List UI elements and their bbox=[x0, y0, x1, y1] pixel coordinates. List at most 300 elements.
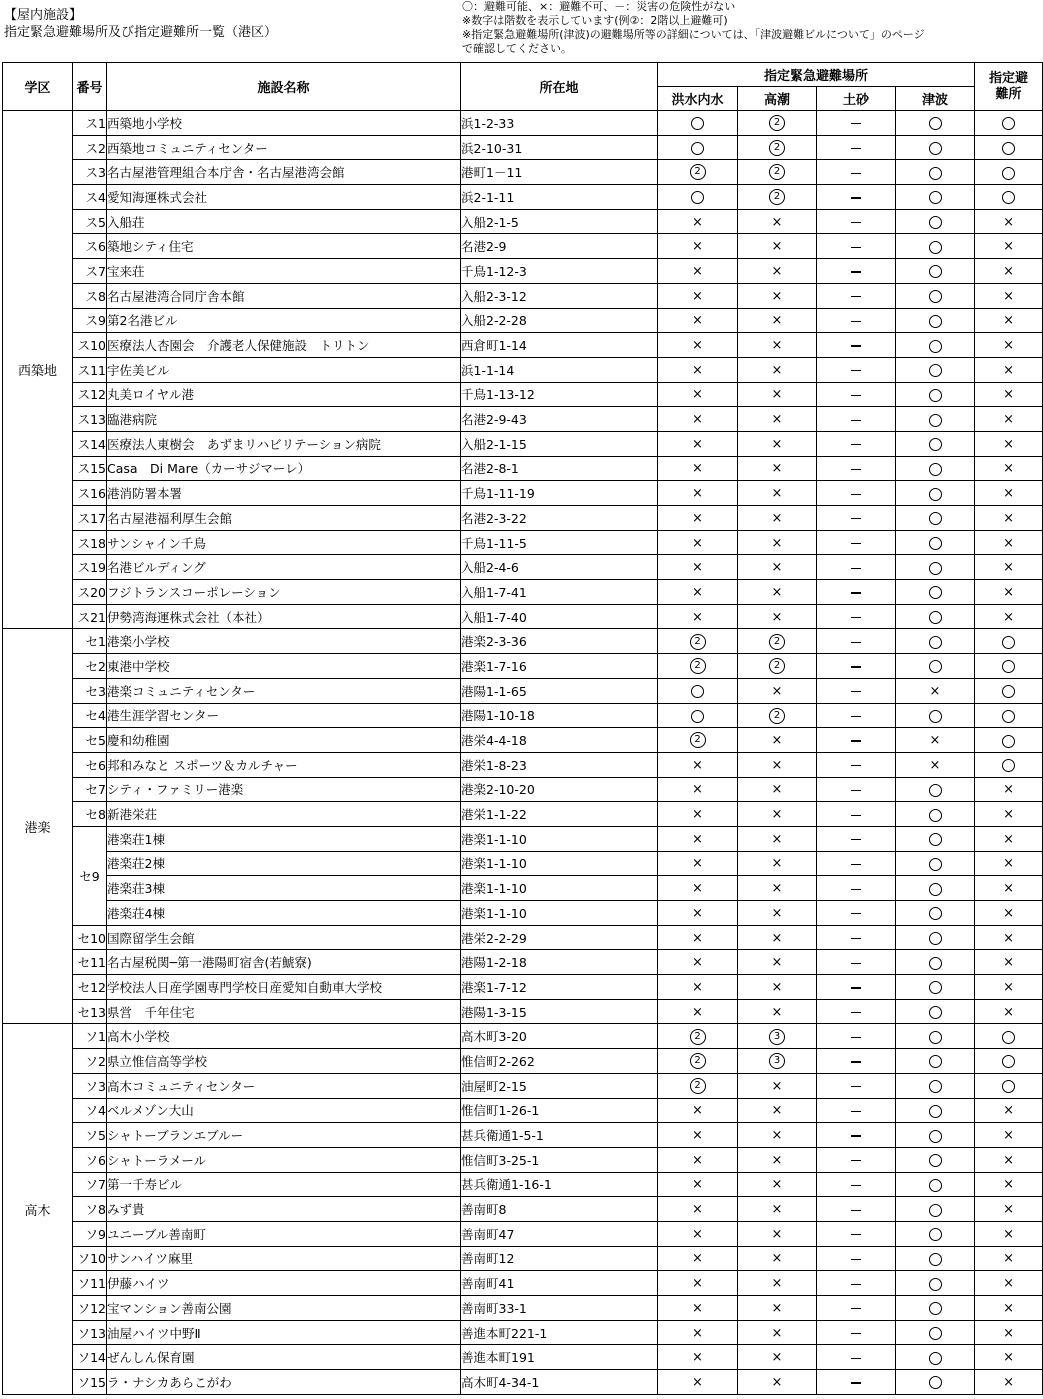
storm-cell bbox=[738, 1345, 817, 1370]
unavailable-mark: × bbox=[1003, 905, 1014, 921]
unavailable-mark: × bbox=[1003, 1103, 1014, 1119]
landslide-cell bbox=[817, 1246, 896, 1271]
table-row bbox=[3, 654, 1043, 679]
tsunami-cell bbox=[896, 950, 975, 975]
available-mark bbox=[929, 1352, 942, 1365]
facility-name: シティ・ファミリー港楽 bbox=[107, 777, 461, 802]
tsunami-cell bbox=[896, 1147, 975, 1172]
facility-address: 港陽1-2-18 bbox=[461, 950, 658, 975]
no-risk-mark bbox=[851, 691, 861, 692]
no-risk-mark bbox=[851, 938, 861, 939]
landslide-cell bbox=[817, 1221, 896, 1246]
available-mark bbox=[929, 1376, 942, 1389]
landslide-cell bbox=[817, 456, 896, 481]
unavailable-mark: × bbox=[1003, 881, 1014, 897]
flood-cell bbox=[658, 629, 738, 654]
storm-cell bbox=[738, 431, 817, 456]
unavailable-mark: × bbox=[1003, 1226, 1014, 1242]
landslide-cell bbox=[817, 481, 896, 506]
landslide-cell bbox=[817, 975, 896, 1000]
flood-cell bbox=[658, 1024, 738, 1049]
available-mark bbox=[929, 512, 942, 525]
facility-name: ユニーブル善南町 bbox=[107, 1221, 461, 1246]
shelter-cell bbox=[975, 1345, 1043, 1370]
unavailable-mark: × bbox=[1003, 338, 1014, 354]
unavailable-mark: × bbox=[1003, 1374, 1014, 1390]
table-row bbox=[3, 1172, 1043, 1197]
tsunami-cell bbox=[896, 530, 975, 555]
landslide-cell bbox=[817, 431, 896, 456]
unavailable-mark: × bbox=[1003, 831, 1014, 847]
facility-number: ソ2 bbox=[73, 1049, 107, 1074]
unavailable-mark: × bbox=[1003, 1152, 1014, 1168]
shelter-cell bbox=[975, 506, 1043, 531]
floor-level-mark: 2 bbox=[769, 115, 785, 131]
shelter-cell bbox=[975, 1024, 1043, 1049]
facility-address: 浜2-1-11 bbox=[461, 185, 658, 210]
unavailable-mark: × bbox=[771, 1152, 783, 1168]
landslide-cell bbox=[817, 1296, 896, 1321]
storm-cell bbox=[738, 160, 817, 185]
table-row bbox=[3, 1147, 1043, 1172]
available-mark bbox=[1002, 117, 1015, 130]
no-risk-mark bbox=[851, 1111, 861, 1112]
floor-level-mark: 2 bbox=[690, 732, 706, 748]
flood-cell bbox=[658, 1197, 738, 1222]
landslide-cell bbox=[817, 283, 896, 308]
facility-number: ス20 bbox=[73, 580, 107, 605]
available-mark bbox=[929, 710, 942, 723]
flood-cell bbox=[658, 185, 738, 210]
available-mark bbox=[929, 1253, 942, 1266]
storm-cell bbox=[738, 777, 817, 802]
flood-cell bbox=[658, 1271, 738, 1296]
storm-cell bbox=[738, 901, 817, 926]
unavailable-mark: × bbox=[771, 461, 783, 477]
storm-cell bbox=[738, 1073, 817, 1098]
unavailable-mark: × bbox=[692, 510, 703, 526]
storm-cell bbox=[738, 851, 817, 876]
unavailable-mark: × bbox=[692, 609, 703, 625]
landslide-cell bbox=[817, 925, 896, 950]
table-row bbox=[3, 431, 1043, 456]
available-mark bbox=[929, 488, 942, 501]
landslide-cell bbox=[817, 1370, 896, 1395]
flood-cell bbox=[658, 481, 738, 506]
unavailable-mark: × bbox=[1003, 1004, 1014, 1020]
unavailable-mark: × bbox=[692, 436, 703, 452]
available-mark bbox=[929, 389, 942, 402]
tsunami-cell bbox=[896, 481, 975, 506]
facility-address: 港栄1-8-23 bbox=[461, 752, 658, 777]
col-header-shelter bbox=[975, 63, 1043, 111]
unavailable-mark: × bbox=[929, 683, 941, 699]
storm-cell bbox=[738, 654, 817, 679]
facility-number: ス2 bbox=[73, 135, 107, 160]
landslide-cell bbox=[817, 876, 896, 901]
unavailable-mark: × bbox=[771, 1202, 783, 1218]
facility-address: 善南町12 bbox=[461, 1246, 658, 1271]
flood-cell bbox=[658, 678, 738, 703]
storm-cell bbox=[738, 1049, 817, 1074]
tsunami-cell bbox=[896, 1296, 975, 1321]
available-mark bbox=[929, 809, 942, 822]
storm-cell bbox=[738, 1147, 817, 1172]
tsunami-cell bbox=[896, 999, 975, 1024]
floor-level-mark: 2 bbox=[690, 1053, 706, 1069]
available-mark bbox=[929, 216, 942, 229]
shelter-cell bbox=[975, 185, 1043, 210]
unavailable-mark: × bbox=[1003, 263, 1014, 279]
available-mark bbox=[929, 1154, 942, 1167]
facility-number: ス19 bbox=[73, 555, 107, 580]
landslide-cell bbox=[817, 1049, 896, 1074]
facility-name: ぜんしん保育園 bbox=[107, 1345, 461, 1370]
unavailable-mark: × bbox=[1003, 1177, 1014, 1193]
landslide-cell bbox=[817, 1271, 896, 1296]
landslide-cell bbox=[817, 209, 896, 234]
flood-cell bbox=[658, 160, 738, 185]
facility-address: 入船2-3-12 bbox=[461, 283, 658, 308]
tsunami-cell bbox=[896, 975, 975, 1000]
available-mark bbox=[929, 414, 942, 427]
no-risk-mark bbox=[851, 617, 861, 618]
unavailable-mark: × bbox=[771, 831, 783, 847]
facility-name: 第一千寿ビル bbox=[107, 1172, 461, 1197]
facility-address: 千鳥1-11-19 bbox=[461, 481, 658, 506]
shelter-cell bbox=[975, 382, 1043, 407]
available-mark bbox=[929, 191, 942, 204]
available-mark bbox=[1002, 710, 1015, 723]
unavailable-mark: × bbox=[692, 905, 703, 921]
storm-cell bbox=[738, 728, 817, 753]
shelter-cell bbox=[975, 481, 1043, 506]
facility-number: セ5 bbox=[73, 728, 107, 753]
shelter-cell bbox=[975, 1197, 1043, 1222]
storm-cell bbox=[738, 382, 817, 407]
unavailable-mark: × bbox=[771, 1300, 783, 1316]
facility-address: 名港2-3-22 bbox=[461, 506, 658, 531]
unavailable-mark: × bbox=[1003, 1128, 1014, 1144]
unavailable-mark: × bbox=[692, 338, 703, 354]
table-row bbox=[3, 1320, 1043, 1345]
tsunami-cell bbox=[896, 1172, 975, 1197]
tsunami-cell bbox=[896, 703, 975, 728]
shelter-cell bbox=[975, 1320, 1043, 1345]
facility-address: 惟信町1-26-1 bbox=[461, 1098, 658, 1123]
no-risk-mark bbox=[851, 444, 861, 445]
available-mark bbox=[1002, 1031, 1015, 1044]
unavailable-mark: × bbox=[1003, 362, 1014, 378]
table-row bbox=[3, 1024, 1043, 1049]
no-risk-mark bbox=[851, 592, 861, 593]
facility-name: 第2名港ビル bbox=[107, 308, 461, 333]
shelter-cell bbox=[975, 555, 1043, 580]
available-mark bbox=[1002, 636, 1015, 649]
available-mark bbox=[929, 636, 942, 649]
flood-cell bbox=[658, 826, 738, 851]
unavailable-mark: × bbox=[1003, 461, 1014, 477]
landslide-cell bbox=[817, 135, 896, 160]
storm-cell bbox=[738, 135, 817, 160]
landslide-cell bbox=[817, 555, 896, 580]
storm-cell bbox=[738, 530, 817, 555]
flood-cell bbox=[658, 654, 738, 679]
available-mark bbox=[691, 191, 704, 204]
shelter-cell bbox=[975, 975, 1043, 1000]
no-risk-mark bbox=[851, 148, 861, 149]
unavailable-mark: × bbox=[771, 313, 783, 329]
facility-name: 港楽コミュニティセンター bbox=[107, 678, 461, 703]
unavailable-mark: × bbox=[771, 881, 783, 897]
unavailable-mark: × bbox=[692, 412, 703, 428]
landslide-cell bbox=[817, 851, 896, 876]
table-row bbox=[3, 1345, 1043, 1370]
unavailable-mark: × bbox=[771, 584, 783, 600]
table-row bbox=[3, 1123, 1043, 1148]
floor-level-mark: 2 bbox=[690, 1078, 706, 1094]
facility-number: ソ14 bbox=[73, 1345, 107, 1370]
available-mark bbox=[1002, 735, 1015, 748]
facility-address: 善進本町221-1 bbox=[461, 1320, 658, 1345]
facility-address: 港楽1-7-16 bbox=[461, 654, 658, 679]
no-risk-mark bbox=[851, 1012, 861, 1013]
col-header-name: 施設名称 bbox=[107, 63, 461, 111]
facility-address: 甚兵衛通1-16-1 bbox=[461, 1172, 658, 1197]
flood-cell bbox=[658, 1073, 738, 1098]
facility-number: ソ3 bbox=[73, 1073, 107, 1098]
facility-address: 港栄4-4-18 bbox=[461, 728, 658, 753]
facility-number: セ10 bbox=[73, 925, 107, 950]
tsunami-cell bbox=[896, 851, 975, 876]
available-mark bbox=[929, 315, 942, 328]
facility-name: 県営 千年住宅 bbox=[107, 999, 461, 1024]
flood-cell bbox=[658, 555, 738, 580]
facility-number: セ1 bbox=[73, 629, 107, 654]
unavailable-mark: × bbox=[771, 905, 783, 921]
no-risk-mark bbox=[851, 123, 861, 124]
landslide-cell bbox=[817, 604, 896, 629]
no-risk-mark bbox=[851, 1037, 861, 1038]
no-risk-mark bbox=[851, 642, 861, 643]
unavailable-mark: × bbox=[771, 288, 783, 304]
unavailable-mark: × bbox=[771, 955, 783, 971]
tsunami-cell bbox=[896, 654, 975, 679]
tsunami-cell bbox=[896, 234, 975, 259]
unavailable-mark: × bbox=[771, 1004, 783, 1020]
unavailable-mark: × bbox=[692, 362, 703, 378]
table-row bbox=[3, 629, 1043, 654]
unavailable-mark: × bbox=[771, 979, 783, 995]
unavailable-mark: × bbox=[692, 1226, 703, 1242]
landslide-cell bbox=[817, 826, 896, 851]
available-mark bbox=[929, 1204, 942, 1217]
no-risk-mark bbox=[851, 271, 861, 272]
unavailable-mark: × bbox=[771, 1374, 783, 1390]
col-header-number: 番号 bbox=[73, 63, 107, 111]
flood-cell bbox=[658, 876, 738, 901]
available-mark bbox=[929, 957, 942, 970]
unavailable-mark: × bbox=[692, 955, 703, 971]
facility-name: 港生涯学習センター bbox=[107, 703, 461, 728]
storm-cell bbox=[738, 604, 817, 629]
floor-level-mark: 2 bbox=[690, 658, 706, 674]
facility-number: ソ5 bbox=[73, 1123, 107, 1148]
shelter-cell bbox=[975, 604, 1043, 629]
storm-cell bbox=[738, 1024, 817, 1049]
facility-name: 油屋ハイツ中野Ⅱ bbox=[107, 1320, 461, 1345]
tsunami-cell bbox=[896, 333, 975, 358]
shelter-cell bbox=[975, 456, 1043, 481]
facility-number: ソ7 bbox=[73, 1172, 107, 1197]
facility-address: 甚兵衛通1-5-1 bbox=[461, 1123, 658, 1148]
unavailable-mark: × bbox=[692, 535, 703, 551]
available-mark bbox=[1002, 191, 1015, 204]
table-row bbox=[3, 481, 1043, 506]
table-row bbox=[3, 802, 1043, 827]
table-row bbox=[3, 826, 1043, 851]
shelter-cell bbox=[975, 1147, 1043, 1172]
document-title bbox=[4, 7, 277, 41]
no-risk-mark bbox=[851, 839, 861, 840]
shelter-cell bbox=[975, 431, 1043, 456]
available-mark bbox=[929, 364, 942, 377]
flood-cell bbox=[658, 259, 738, 284]
table-row bbox=[3, 1246, 1043, 1271]
col-header-address: 所在地 bbox=[461, 63, 658, 111]
available-mark bbox=[929, 611, 942, 624]
unavailable-mark: × bbox=[1003, 535, 1014, 551]
table-row bbox=[3, 999, 1043, 1024]
no-risk-mark bbox=[851, 987, 861, 988]
landslide-cell bbox=[817, 1172, 896, 1197]
table-row bbox=[3, 506, 1043, 531]
flood-cell bbox=[658, 1370, 738, 1395]
unavailable-mark: × bbox=[1003, 560, 1014, 576]
facility-address: 名港2-8-1 bbox=[461, 456, 658, 481]
flood-cell bbox=[658, 209, 738, 234]
facility-address: 入船2-1-5 bbox=[461, 209, 658, 234]
no-risk-mark bbox=[851, 1308, 861, 1309]
facility-name: 新港栄荘 bbox=[107, 802, 461, 827]
no-risk-mark bbox=[851, 321, 861, 322]
tsunami-cell bbox=[896, 1345, 975, 1370]
available-mark bbox=[1002, 142, 1015, 155]
table-row bbox=[3, 135, 1043, 160]
tsunami-cell bbox=[896, 1024, 975, 1049]
unavailable-mark: × bbox=[692, 930, 703, 946]
unavailable-mark: × bbox=[692, 486, 703, 502]
available-mark bbox=[929, 1327, 942, 1340]
no-risk-mark bbox=[851, 518, 861, 519]
facility-number: ス21 bbox=[73, 604, 107, 629]
landslide-cell bbox=[817, 506, 896, 531]
unavailable-mark: × bbox=[771, 412, 783, 428]
table-row bbox=[3, 357, 1043, 382]
shelter-cell bbox=[975, 999, 1043, 1024]
flood-cell bbox=[658, 333, 738, 358]
shelter-cell bbox=[975, 1073, 1043, 1098]
tsunami-cell bbox=[896, 555, 975, 580]
storm-cell bbox=[738, 333, 817, 358]
no-risk-mark bbox=[851, 420, 861, 421]
table-row bbox=[3, 333, 1043, 358]
available-mark bbox=[929, 1080, 942, 1093]
flood-cell bbox=[658, 975, 738, 1000]
facility-address: 港陽1-1-65 bbox=[461, 678, 658, 703]
unavailable-mark: × bbox=[771, 1078, 783, 1094]
tsunami-cell bbox=[896, 876, 975, 901]
storm-cell bbox=[738, 111, 817, 136]
available-mark bbox=[929, 1006, 942, 1019]
unavailable-mark: × bbox=[771, 1177, 783, 1193]
col-header-tsunami: 津波 bbox=[896, 87, 975, 111]
unavailable-mark: × bbox=[1003, 1325, 1014, 1341]
unavailable-mark: × bbox=[771, 1276, 783, 1292]
no-risk-mark bbox=[851, 345, 861, 346]
table-row bbox=[3, 925, 1043, 950]
facility-number: セ9 bbox=[73, 826, 107, 925]
table-row bbox=[3, 111, 1043, 136]
storm-cell bbox=[738, 975, 817, 1000]
flood-cell bbox=[658, 456, 738, 481]
tsunami-cell bbox=[896, 1049, 975, 1074]
no-risk-mark bbox=[851, 913, 861, 914]
facility-number: セ11 bbox=[73, 950, 107, 975]
facility-address: 港町1－11 bbox=[461, 160, 658, 185]
table-row bbox=[3, 209, 1043, 234]
legend-note: で確認してください。 bbox=[462, 42, 572, 55]
no-risk-mark bbox=[851, 247, 861, 248]
unavailable-mark: × bbox=[1003, 239, 1014, 255]
storm-cell bbox=[738, 1370, 817, 1395]
floor-level-mark: 2 bbox=[690, 164, 706, 180]
flood-cell bbox=[658, 851, 738, 876]
no-risk-mark bbox=[851, 395, 861, 396]
shelter-cell bbox=[975, 1221, 1043, 1246]
landslide-cell bbox=[817, 160, 896, 185]
unavailable-mark: × bbox=[692, 387, 703, 403]
shelter-header-text: 指定避難所 bbox=[989, 70, 1029, 102]
facility-address: 千鳥1-11-5 bbox=[461, 530, 658, 555]
landslide-cell bbox=[817, 1073, 896, 1098]
no-risk-mark bbox=[851, 173, 861, 174]
unavailable-mark: × bbox=[692, 1202, 703, 1218]
flood-cell bbox=[658, 111, 738, 136]
floor-level-mark: 2 bbox=[769, 634, 785, 650]
unavailable-mark: × bbox=[1003, 436, 1014, 452]
tsunami-cell bbox=[896, 185, 975, 210]
shelter-cell bbox=[975, 728, 1043, 753]
storm-cell bbox=[738, 1246, 817, 1271]
available-mark bbox=[1002, 1055, 1015, 1068]
landslide-cell bbox=[817, 259, 896, 284]
storm-cell bbox=[738, 629, 817, 654]
unavailable-mark: × bbox=[692, 881, 703, 897]
table-row bbox=[3, 283, 1043, 308]
available-mark bbox=[929, 340, 942, 353]
available-mark bbox=[929, 907, 942, 920]
col-header-flood: 洪水内水 bbox=[658, 87, 738, 111]
table-row bbox=[3, 752, 1043, 777]
tsunami-cell bbox=[896, 580, 975, 605]
shelter-table bbox=[2, 62, 1043, 1395]
floor-level-mark: 3 bbox=[769, 1029, 785, 1045]
flood-cell bbox=[658, 1049, 738, 1074]
facility-name: 名古屋港福利厚生会館 bbox=[107, 506, 461, 531]
facility-number: ス12 bbox=[73, 382, 107, 407]
unavailable-mark: × bbox=[771, 609, 783, 625]
